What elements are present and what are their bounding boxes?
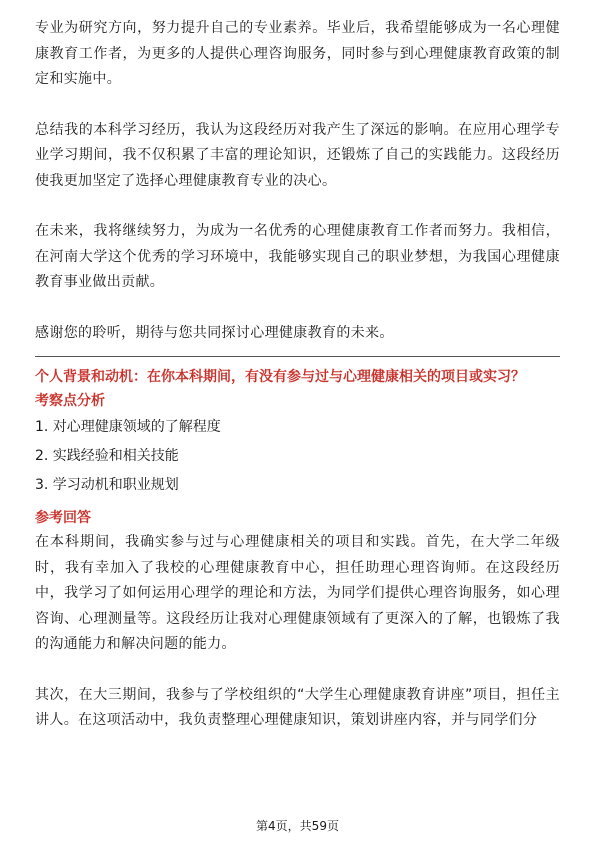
paragraph-future: 在未来，我将继续努力，为成为一名优秀的心理健康教育工作者而努力。我相信，在河南大学这个优秀的学习环境中，我能够实现自己的职业梦想，为我国心理健康教育事业做出贡献。 <box>35 223 560 290</box>
list-item: 2. 实践经验和相关技能 <box>35 448 179 464</box>
answer-paragraph: 在本科期间，我确实参与过与心理健康相关的项目和实践。首先，在大学二年级时，我有幸加入了我校的心理健康教育中心，担任助理心理咨询师。在这段经历中，我学习了如何运用心理学的理论和方法，为同学们提供心理咨询服务，如心理咨询、心理测量等。这段经历让我对心理健康领域有了更深入的了解，也锻炼了我的沟通能力和解决问题的能力。 <box>35 534 560 652</box>
section-divider <box>35 356 560 357</box>
answer-paragraph: 其次，在大三期间，我参与了学校组织的“大学生心理健康教育讲座”项目，担任主讲人。在这项活动中，我负责整理心理健康知识，策划讲座内容，并与同学们分 <box>35 686 560 728</box>
document-page <box>35 16 560 734</box>
paragraph-career-goal: 专业为研究方向，努力提升自己的专业素养。毕业后，我希望能够成为一名心理健康教育工作者，为更多的人提供心理咨询服务，同时参与到心理健康教育政策的制定和实施中。 <box>35 20 560 87</box>
list-item: 3. 学习动机和职业规划 <box>35 477 179 493</box>
analysis-heading: 考察点分析 <box>35 393 105 409</box>
paragraph-gap <box>35 296 560 321</box>
analysis-list <box>35 413 560 500</box>
page-number: 第4页，共59页 <box>256 819 339 833</box>
list-item: 1. 对心理健康领域的了解程度 <box>35 419 221 435</box>
paragraph-gap <box>35 658 560 683</box>
interview-question: 个人背景和动机：在你本科期间，有没有参与过与心理健康相关的项目或实习？ <box>35 369 525 385</box>
paragraph-gap <box>35 93 560 118</box>
paragraph-summary: 总结我的本科学习经历，我认为这段经历对我产生了深远的影响。在应用心理学专业学习期间，我不仅积累了丰富的理论知识，还锻炼了自己的实践能力。这段经历使我更加坚定了选择心理健康教育专业的决心。 <box>35 121 560 189</box>
answer-heading: 参考回答 <box>35 510 91 526</box>
paragraph-thanks: 感谢您的聆听，期待与您共同探讨心理健康教育的未来。 <box>35 324 394 341</box>
paragraph-gap <box>35 194 560 219</box>
